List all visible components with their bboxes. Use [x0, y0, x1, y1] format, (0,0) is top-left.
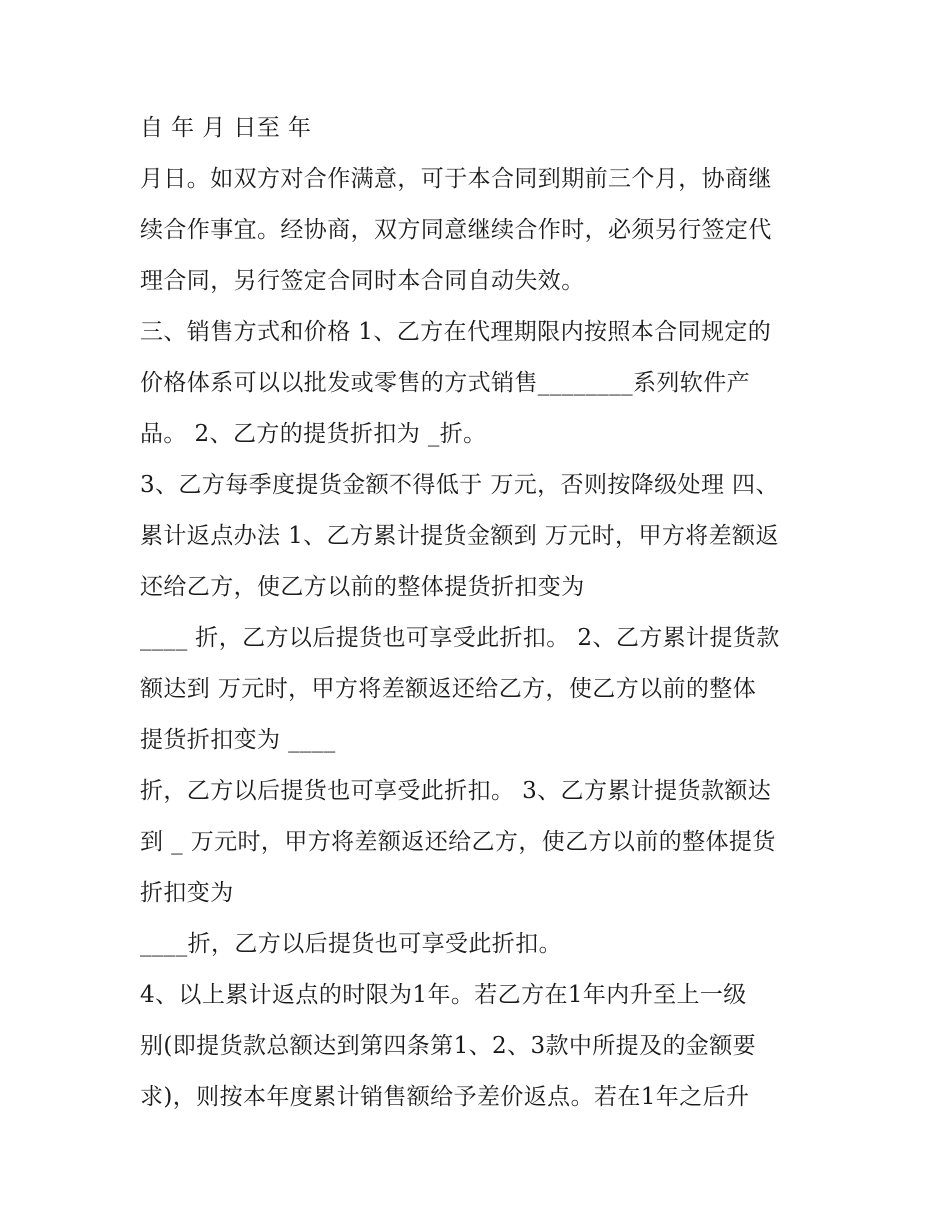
text-line: 别(即提货款总额达到第四条第1、2、3款中所提及的金额要 [140, 1033, 757, 1059]
text-line: 累计返点办法 1、乙方累计提货金额到 万元时，甲方将差额返 [140, 523, 779, 549]
text-line: 折，乙方以后提货也可享受此折扣。 3、乙方累计提货款额达 [140, 778, 772, 804]
text-line: ____ 折，乙方以后提货也可享受此折扣。 2、乙方累计提货款 [140, 625, 780, 651]
text-line: ____折，乙方以后提货也可享受此折扣。 [140, 931, 562, 957]
text-line: 品。 2、乙方的提货折扣为 _折。 [140, 421, 487, 447]
text-line: 3、乙方每季度提货金额不得低于 万元，否则按降级处理 四、 [140, 472, 779, 498]
text-line: 理合同，另行签定合同时本合同自动失效。 [140, 268, 585, 294]
text-line: 价格体系可以以批发或零售的方式销售________系列软件产 [140, 370, 750, 396]
text-line: 求)，则按本年度累计销售额给予差价返点。若在1年之后升 [140, 1084, 750, 1110]
text-line: 到 _ 万元时，甲方将差额返还给乙方，使乙方以前的整体提货 [140, 829, 776, 855]
text-line: 还给乙方，使乙方以前的整体提货折扣变为 [140, 574, 585, 600]
text-line: 提货折扣变为 ____ [140, 727, 336, 753]
text-line: 折扣变为 [140, 880, 234, 906]
text-line: 自 年 月 日至 年 [140, 115, 312, 141]
text-line: 4、以上累计返点的时限为1年。若乙方在1年内升至上一级 [140, 982, 747, 1008]
text-line: 月日。如双方对合作满意，可于本合同到期前三个月，协商继 [140, 166, 772, 192]
text-line: 三、销售方式和价格 1、乙方在代理期限内按照本合同规定的 [140, 319, 772, 345]
text-line: 续合作事宜。经协商，双方同意继续合作时，必须另行签定代 [140, 217, 772, 243]
text-line: 额达到 万元时，甲方将差额返还给乙方，使乙方以前的整体 [140, 676, 757, 702]
